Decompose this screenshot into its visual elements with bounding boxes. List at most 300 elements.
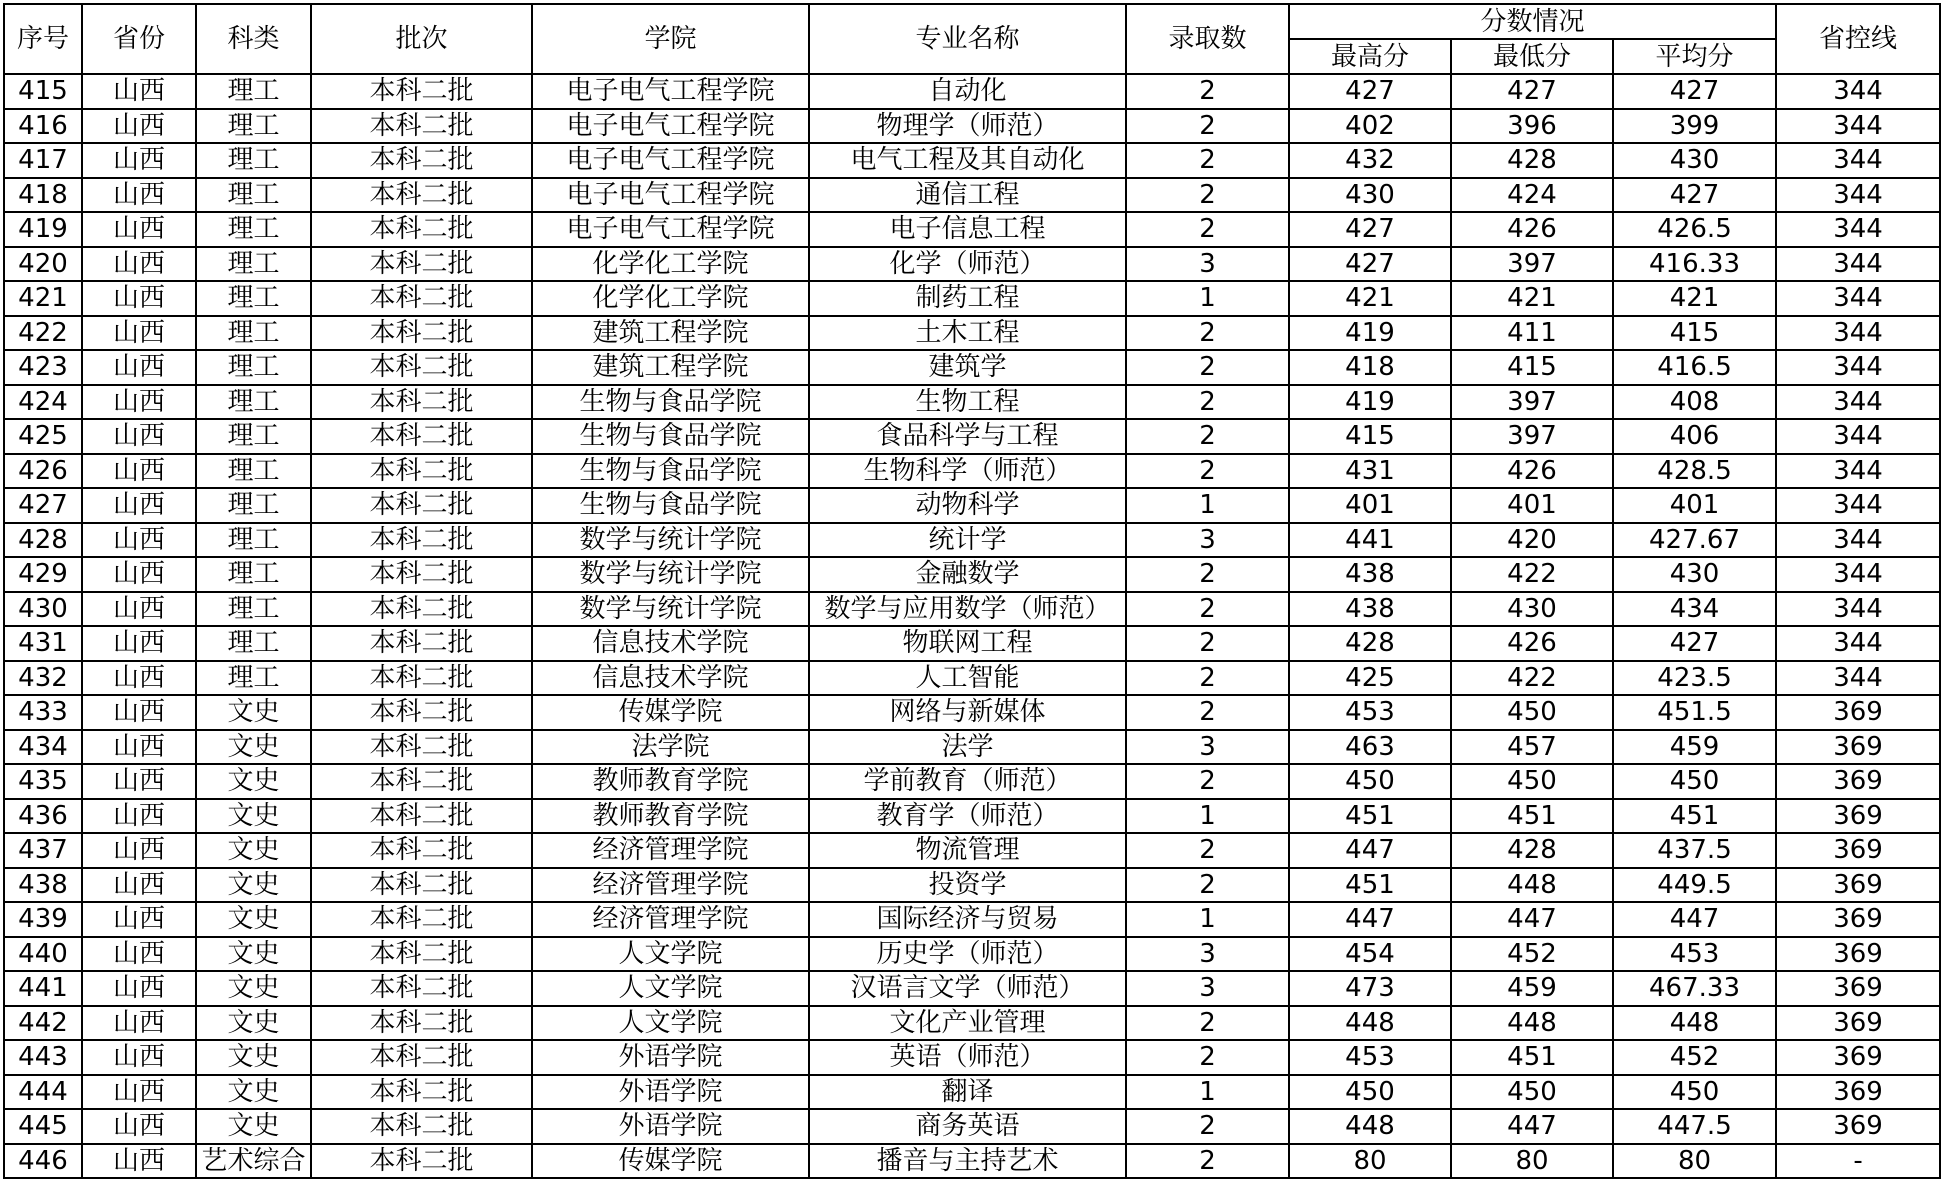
control-line-cell: 344 xyxy=(1776,316,1940,351)
header-admitted: 录取数 xyxy=(1126,4,1289,74)
province-cell: 山西 xyxy=(82,592,196,627)
table-row xyxy=(4,799,1940,834)
max-score-cell: 419 xyxy=(1289,385,1451,420)
header-score-group: 分数情况 xyxy=(1289,4,1776,39)
seq-cell: 438 xyxy=(4,868,82,903)
category-cell: 文史 xyxy=(196,1075,311,1110)
province-cell: 山西 xyxy=(82,109,196,144)
table-row xyxy=(4,695,1940,730)
avg-score-cell: 416.5 xyxy=(1613,350,1776,385)
province-cell: 山西 xyxy=(82,764,196,799)
major-cell: 自动化 xyxy=(809,74,1126,109)
table-row xyxy=(4,1040,1940,1075)
college-cell: 数学与统计学院 xyxy=(532,592,809,627)
college-cell: 外语学院 xyxy=(532,1109,809,1144)
admitted-cell: 2 xyxy=(1126,557,1289,592)
admitted-cell: 2 xyxy=(1126,212,1289,247)
batch-cell: 本科二批 xyxy=(311,730,532,765)
batch-cell: 本科二批 xyxy=(311,592,532,627)
seq-cell: 415 xyxy=(4,74,82,109)
max-score-cell: 402 xyxy=(1289,109,1451,144)
province-cell: 山西 xyxy=(82,1075,196,1110)
category-cell: 理工 xyxy=(196,247,311,282)
control-line-cell: 344 xyxy=(1776,626,1940,661)
seq-cell: 421 xyxy=(4,281,82,316)
college-cell: 建筑工程学院 xyxy=(532,350,809,385)
control-line-cell: 344 xyxy=(1776,74,1940,109)
batch-cell: 本科二批 xyxy=(311,281,532,316)
major-cell: 网络与新媒体 xyxy=(809,695,1126,730)
table-row xyxy=(4,626,1940,661)
min-score-cell: 397 xyxy=(1451,385,1613,420)
category-cell: 理工 xyxy=(196,592,311,627)
admitted-cell: 2 xyxy=(1126,385,1289,420)
max-score-cell: 425 xyxy=(1289,661,1451,696)
seq-cell: 441 xyxy=(4,971,82,1006)
major-cell: 翻译 xyxy=(809,1075,1126,1110)
category-cell: 理工 xyxy=(196,143,311,178)
batch-cell: 本科二批 xyxy=(311,661,532,696)
control-line-cell: 369 xyxy=(1776,1006,1940,1041)
table-row xyxy=(4,833,1940,868)
header-major: 专业名称 xyxy=(809,4,1126,74)
max-score-cell: 451 xyxy=(1289,799,1451,834)
college-cell: 人文学院 xyxy=(532,971,809,1006)
avg-score-cell: 451.5 xyxy=(1613,695,1776,730)
province-cell: 山西 xyxy=(82,1109,196,1144)
table-row xyxy=(4,109,1940,144)
batch-cell: 本科二批 xyxy=(311,74,532,109)
major-cell: 国际经济与贸易 xyxy=(809,902,1126,937)
control-line-cell: 369 xyxy=(1776,868,1940,903)
seq-cell: 419 xyxy=(4,212,82,247)
control-line-cell: 369 xyxy=(1776,971,1940,1006)
admitted-cell: 1 xyxy=(1126,799,1289,834)
min-score-cell: 426 xyxy=(1451,454,1613,489)
min-score-cell: 421 xyxy=(1451,281,1613,316)
table-row xyxy=(4,143,1940,178)
min-score-cell: 401 xyxy=(1451,488,1613,523)
province-cell: 山西 xyxy=(82,902,196,937)
header-avg-score: 平均分 xyxy=(1613,39,1776,74)
max-score-cell: 447 xyxy=(1289,833,1451,868)
seq-cell: 443 xyxy=(4,1040,82,1075)
batch-cell: 本科二批 xyxy=(311,626,532,661)
header-batch: 批次 xyxy=(311,4,532,74)
category-cell: 理工 xyxy=(196,74,311,109)
avg-score-cell: 453 xyxy=(1613,937,1776,972)
province-cell: 山西 xyxy=(82,281,196,316)
major-cell: 数学与应用数学（师范） xyxy=(809,592,1126,627)
table-row xyxy=(4,178,1940,213)
college-cell: 生物与食品学院 xyxy=(532,385,809,420)
province-cell: 山西 xyxy=(82,247,196,282)
major-cell: 电气工程及其自动化 xyxy=(809,143,1126,178)
table-row xyxy=(4,1144,1940,1179)
admitted-cell: 3 xyxy=(1126,730,1289,765)
batch-cell: 本科二批 xyxy=(311,902,532,937)
province-cell: 山西 xyxy=(82,1006,196,1041)
major-cell: 统计学 xyxy=(809,523,1126,558)
table-row xyxy=(4,488,1940,523)
seq-cell: 424 xyxy=(4,385,82,420)
admitted-cell: 2 xyxy=(1126,661,1289,696)
college-cell: 数学与统计学院 xyxy=(532,523,809,558)
max-score-cell: 428 xyxy=(1289,626,1451,661)
seq-cell: 423 xyxy=(4,350,82,385)
table-row xyxy=(4,350,1940,385)
header-max-score: 最高分 xyxy=(1289,39,1451,74)
seq-cell: 429 xyxy=(4,557,82,592)
min-score-cell: 451 xyxy=(1451,799,1613,834)
category-cell: 文史 xyxy=(196,1109,311,1144)
college-cell: 生物与食品学院 xyxy=(532,488,809,523)
seq-cell: 422 xyxy=(4,316,82,351)
min-score-cell: 396 xyxy=(1451,109,1613,144)
batch-cell: 本科二批 xyxy=(311,1040,532,1075)
table-row xyxy=(4,74,1940,109)
major-cell: 英语（师范） xyxy=(809,1040,1126,1075)
min-score-cell: 424 xyxy=(1451,178,1613,213)
admitted-cell: 2 xyxy=(1126,454,1289,489)
college-cell: 数学与统计学院 xyxy=(532,557,809,592)
province-cell: 山西 xyxy=(82,730,196,765)
avg-score-cell: 421 xyxy=(1613,281,1776,316)
category-cell: 文史 xyxy=(196,868,311,903)
min-score-cell: 428 xyxy=(1451,833,1613,868)
batch-cell: 本科二批 xyxy=(311,316,532,351)
min-score-cell: 80 xyxy=(1451,1144,1613,1179)
category-cell: 文史 xyxy=(196,799,311,834)
category-cell: 理工 xyxy=(196,178,311,213)
college-cell: 电子电气工程学院 xyxy=(532,178,809,213)
admitted-cell: 2 xyxy=(1126,316,1289,351)
min-score-cell: 452 xyxy=(1451,937,1613,972)
batch-cell: 本科二批 xyxy=(311,971,532,1006)
max-score-cell: 432 xyxy=(1289,143,1451,178)
province-cell: 山西 xyxy=(82,419,196,454)
major-cell: 物理学（师范） xyxy=(809,109,1126,144)
table-row xyxy=(4,592,1940,627)
table-row xyxy=(4,730,1940,765)
min-score-cell: 428 xyxy=(1451,143,1613,178)
control-line-cell: 344 xyxy=(1776,419,1940,454)
major-cell: 物流管理 xyxy=(809,833,1126,868)
table-row xyxy=(4,523,1940,558)
avg-score-cell: 434 xyxy=(1613,592,1776,627)
control-line-cell: 369 xyxy=(1776,833,1940,868)
category-cell: 理工 xyxy=(196,109,311,144)
table-row xyxy=(4,902,1940,937)
header-row-top xyxy=(4,4,1940,39)
max-score-cell: 441 xyxy=(1289,523,1451,558)
seq-cell: 439 xyxy=(4,902,82,937)
max-score-cell: 438 xyxy=(1289,592,1451,627)
major-cell: 通信工程 xyxy=(809,178,1126,213)
major-cell: 历史学（师范） xyxy=(809,937,1126,972)
table-row xyxy=(4,868,1940,903)
avg-score-cell: 416.33 xyxy=(1613,247,1776,282)
max-score-cell: 438 xyxy=(1289,557,1451,592)
college-cell: 传媒学院 xyxy=(532,1144,809,1179)
header-min-score: 最低分 xyxy=(1451,39,1613,74)
control-line-cell: 344 xyxy=(1776,281,1940,316)
control-line-cell: 344 xyxy=(1776,557,1940,592)
min-score-cell: 397 xyxy=(1451,247,1613,282)
province-cell: 山西 xyxy=(82,523,196,558)
avg-score-cell: 428.5 xyxy=(1613,454,1776,489)
max-score-cell: 415 xyxy=(1289,419,1451,454)
major-cell: 人工智能 xyxy=(809,661,1126,696)
min-score-cell: 457 xyxy=(1451,730,1613,765)
seq-cell: 416 xyxy=(4,109,82,144)
seq-cell: 442 xyxy=(4,1006,82,1041)
control-line-cell: 344 xyxy=(1776,661,1940,696)
control-line-cell: 344 xyxy=(1776,350,1940,385)
province-cell: 山西 xyxy=(82,557,196,592)
seq-cell: 444 xyxy=(4,1075,82,1110)
admitted-cell: 1 xyxy=(1126,902,1289,937)
admitted-cell: 2 xyxy=(1126,74,1289,109)
seq-cell: 426 xyxy=(4,454,82,489)
max-score-cell: 80 xyxy=(1289,1144,1451,1179)
category-cell: 艺术综合 xyxy=(196,1144,311,1179)
seq-cell: 427 xyxy=(4,488,82,523)
avg-score-cell: 399 xyxy=(1613,109,1776,144)
min-score-cell: 447 xyxy=(1451,902,1613,937)
table-row xyxy=(4,454,1940,489)
province-cell: 山西 xyxy=(82,971,196,1006)
table-row xyxy=(4,419,1940,454)
avg-score-cell: 427 xyxy=(1613,178,1776,213)
control-line-cell: 369 xyxy=(1776,730,1940,765)
seq-cell: 435 xyxy=(4,764,82,799)
category-cell: 文史 xyxy=(196,937,311,972)
max-score-cell: 418 xyxy=(1289,350,1451,385)
seq-cell: 418 xyxy=(4,178,82,213)
category-cell: 理工 xyxy=(196,281,311,316)
province-cell: 山西 xyxy=(82,74,196,109)
avg-score-cell: 427.67 xyxy=(1613,523,1776,558)
batch-cell: 本科二批 xyxy=(311,833,532,868)
college-cell: 生物与食品学院 xyxy=(532,454,809,489)
category-cell: 文史 xyxy=(196,902,311,937)
batch-cell: 本科二批 xyxy=(311,247,532,282)
admitted-cell: 2 xyxy=(1126,350,1289,385)
avg-score-cell: 80 xyxy=(1613,1144,1776,1179)
seq-cell: 440 xyxy=(4,937,82,972)
seq-cell: 430 xyxy=(4,592,82,627)
control-line-cell: 344 xyxy=(1776,592,1940,627)
province-cell: 山西 xyxy=(82,212,196,247)
batch-cell: 本科二批 xyxy=(311,1109,532,1144)
admitted-cell: 1 xyxy=(1126,488,1289,523)
header-category: 科类 xyxy=(196,4,311,74)
admitted-cell: 2 xyxy=(1126,419,1289,454)
category-cell: 文史 xyxy=(196,695,311,730)
control-line-cell: 344 xyxy=(1776,143,1940,178)
college-cell: 化学化工学院 xyxy=(532,247,809,282)
avg-score-cell: 430 xyxy=(1613,557,1776,592)
control-line-cell: 369 xyxy=(1776,1075,1940,1110)
major-cell: 文化产业管理 xyxy=(809,1006,1126,1041)
min-score-cell: 422 xyxy=(1451,557,1613,592)
control-line-cell: 369 xyxy=(1776,799,1940,834)
min-score-cell: 415 xyxy=(1451,350,1613,385)
province-cell: 山西 xyxy=(82,488,196,523)
table-row xyxy=(4,385,1940,420)
min-score-cell: 397 xyxy=(1451,419,1613,454)
control-line-cell: 344 xyxy=(1776,212,1940,247)
control-line-cell: - xyxy=(1776,1144,1940,1179)
control-line-cell: 344 xyxy=(1776,109,1940,144)
category-cell: 文史 xyxy=(196,971,311,1006)
min-score-cell: 430 xyxy=(1451,592,1613,627)
table-row xyxy=(4,557,1940,592)
seq-cell: 437 xyxy=(4,833,82,868)
table-row xyxy=(4,937,1940,972)
max-score-cell: 450 xyxy=(1289,764,1451,799)
max-score-cell: 401 xyxy=(1289,488,1451,523)
major-cell: 商务英语 xyxy=(809,1109,1126,1144)
province-cell: 山西 xyxy=(82,833,196,868)
avg-score-cell: 467.33 xyxy=(1613,971,1776,1006)
province-cell: 山西 xyxy=(82,454,196,489)
control-line-cell: 369 xyxy=(1776,937,1940,972)
category-cell: 理工 xyxy=(196,661,311,696)
batch-cell: 本科二批 xyxy=(311,799,532,834)
min-score-cell: 422 xyxy=(1451,661,1613,696)
control-line-cell: 369 xyxy=(1776,1040,1940,1075)
control-line-cell: 344 xyxy=(1776,523,1940,558)
college-cell: 电子电气工程学院 xyxy=(532,212,809,247)
province-cell: 山西 xyxy=(82,316,196,351)
max-score-cell: 427 xyxy=(1289,74,1451,109)
avg-score-cell: 451 xyxy=(1613,799,1776,834)
batch-cell: 本科二批 xyxy=(311,764,532,799)
major-cell: 汉语言文学（师范） xyxy=(809,971,1126,1006)
batch-cell: 本科二批 xyxy=(311,1006,532,1041)
college-cell: 人文学院 xyxy=(532,1006,809,1041)
college-cell: 化学化工学院 xyxy=(532,281,809,316)
avg-score-cell: 447.5 xyxy=(1613,1109,1776,1144)
batch-cell: 本科二批 xyxy=(311,1075,532,1110)
admitted-cell: 2 xyxy=(1126,764,1289,799)
college-cell: 电子电气工程学院 xyxy=(532,143,809,178)
batch-cell: 本科二批 xyxy=(311,557,532,592)
avg-score-cell: 448 xyxy=(1613,1006,1776,1041)
max-score-cell: 419 xyxy=(1289,316,1451,351)
seq-cell: 434 xyxy=(4,730,82,765)
college-cell: 外语学院 xyxy=(532,1075,809,1110)
max-score-cell: 427 xyxy=(1289,212,1451,247)
major-cell: 教育学（师范） xyxy=(809,799,1126,834)
batch-cell: 本科二批 xyxy=(311,523,532,558)
min-score-cell: 448 xyxy=(1451,868,1613,903)
admitted-cell: 2 xyxy=(1126,695,1289,730)
province-cell: 山西 xyxy=(82,143,196,178)
batch-cell: 本科二批 xyxy=(311,178,532,213)
category-cell: 理工 xyxy=(196,350,311,385)
seq-cell: 417 xyxy=(4,143,82,178)
avg-score-cell: 430 xyxy=(1613,143,1776,178)
college-cell: 教师教育学院 xyxy=(532,799,809,834)
college-cell: 信息技术学院 xyxy=(532,626,809,661)
admitted-cell: 2 xyxy=(1126,868,1289,903)
admitted-cell: 2 xyxy=(1126,592,1289,627)
college-cell: 外语学院 xyxy=(532,1040,809,1075)
min-score-cell: 450 xyxy=(1451,1075,1613,1110)
admitted-cell: 1 xyxy=(1126,1075,1289,1110)
admission-score-table xyxy=(3,3,1941,1179)
avg-score-cell: 449.5 xyxy=(1613,868,1776,903)
major-cell: 食品科学与工程 xyxy=(809,419,1126,454)
table-header xyxy=(4,4,1940,74)
avg-score-cell: 423.5 xyxy=(1613,661,1776,696)
college-cell: 经济管理学院 xyxy=(532,902,809,937)
seq-cell: 425 xyxy=(4,419,82,454)
min-score-cell: 450 xyxy=(1451,695,1613,730)
category-cell: 文史 xyxy=(196,1006,311,1041)
admitted-cell: 3 xyxy=(1126,247,1289,282)
category-cell: 理工 xyxy=(196,626,311,661)
avg-score-cell: 401 xyxy=(1613,488,1776,523)
seq-cell: 432 xyxy=(4,661,82,696)
major-cell: 建筑学 xyxy=(809,350,1126,385)
province-cell: 山西 xyxy=(82,868,196,903)
max-score-cell: 447 xyxy=(1289,902,1451,937)
seq-cell: 431 xyxy=(4,626,82,661)
major-cell: 制药工程 xyxy=(809,281,1126,316)
min-score-cell: 448 xyxy=(1451,1006,1613,1041)
max-score-cell: 448 xyxy=(1289,1006,1451,1041)
max-score-cell: 463 xyxy=(1289,730,1451,765)
admitted-cell: 2 xyxy=(1126,1006,1289,1041)
header-college: 学院 xyxy=(532,4,809,74)
control-line-cell: 344 xyxy=(1776,247,1940,282)
category-cell: 理工 xyxy=(196,385,311,420)
college-cell: 教师教育学院 xyxy=(532,764,809,799)
batch-cell: 本科二批 xyxy=(311,868,532,903)
college-cell: 电子电气工程学院 xyxy=(532,74,809,109)
avg-score-cell: 452 xyxy=(1613,1040,1776,1075)
province-cell: 山西 xyxy=(82,1144,196,1179)
batch-cell: 本科二批 xyxy=(311,385,532,420)
batch-cell: 本科二批 xyxy=(311,488,532,523)
major-cell: 投资学 xyxy=(809,868,1126,903)
college-cell: 传媒学院 xyxy=(532,695,809,730)
header-province: 省份 xyxy=(82,4,196,74)
category-cell: 理工 xyxy=(196,454,311,489)
max-score-cell: 453 xyxy=(1289,695,1451,730)
max-score-cell: 430 xyxy=(1289,178,1451,213)
table-row xyxy=(4,1109,1940,1144)
college-cell: 经济管理学院 xyxy=(532,868,809,903)
admitted-cell: 2 xyxy=(1126,1144,1289,1179)
category-cell: 理工 xyxy=(196,488,311,523)
category-cell: 理工 xyxy=(196,316,311,351)
batch-cell: 本科二批 xyxy=(311,419,532,454)
min-score-cell: 447 xyxy=(1451,1109,1613,1144)
category-cell: 理工 xyxy=(196,419,311,454)
batch-cell: 本科二批 xyxy=(311,143,532,178)
seq-cell: 446 xyxy=(4,1144,82,1179)
major-cell: 化学（师范） xyxy=(809,247,1126,282)
category-cell: 理工 xyxy=(196,212,311,247)
college-cell: 电子电气工程学院 xyxy=(532,109,809,144)
min-score-cell: 451 xyxy=(1451,1040,1613,1075)
major-cell: 物联网工程 xyxy=(809,626,1126,661)
